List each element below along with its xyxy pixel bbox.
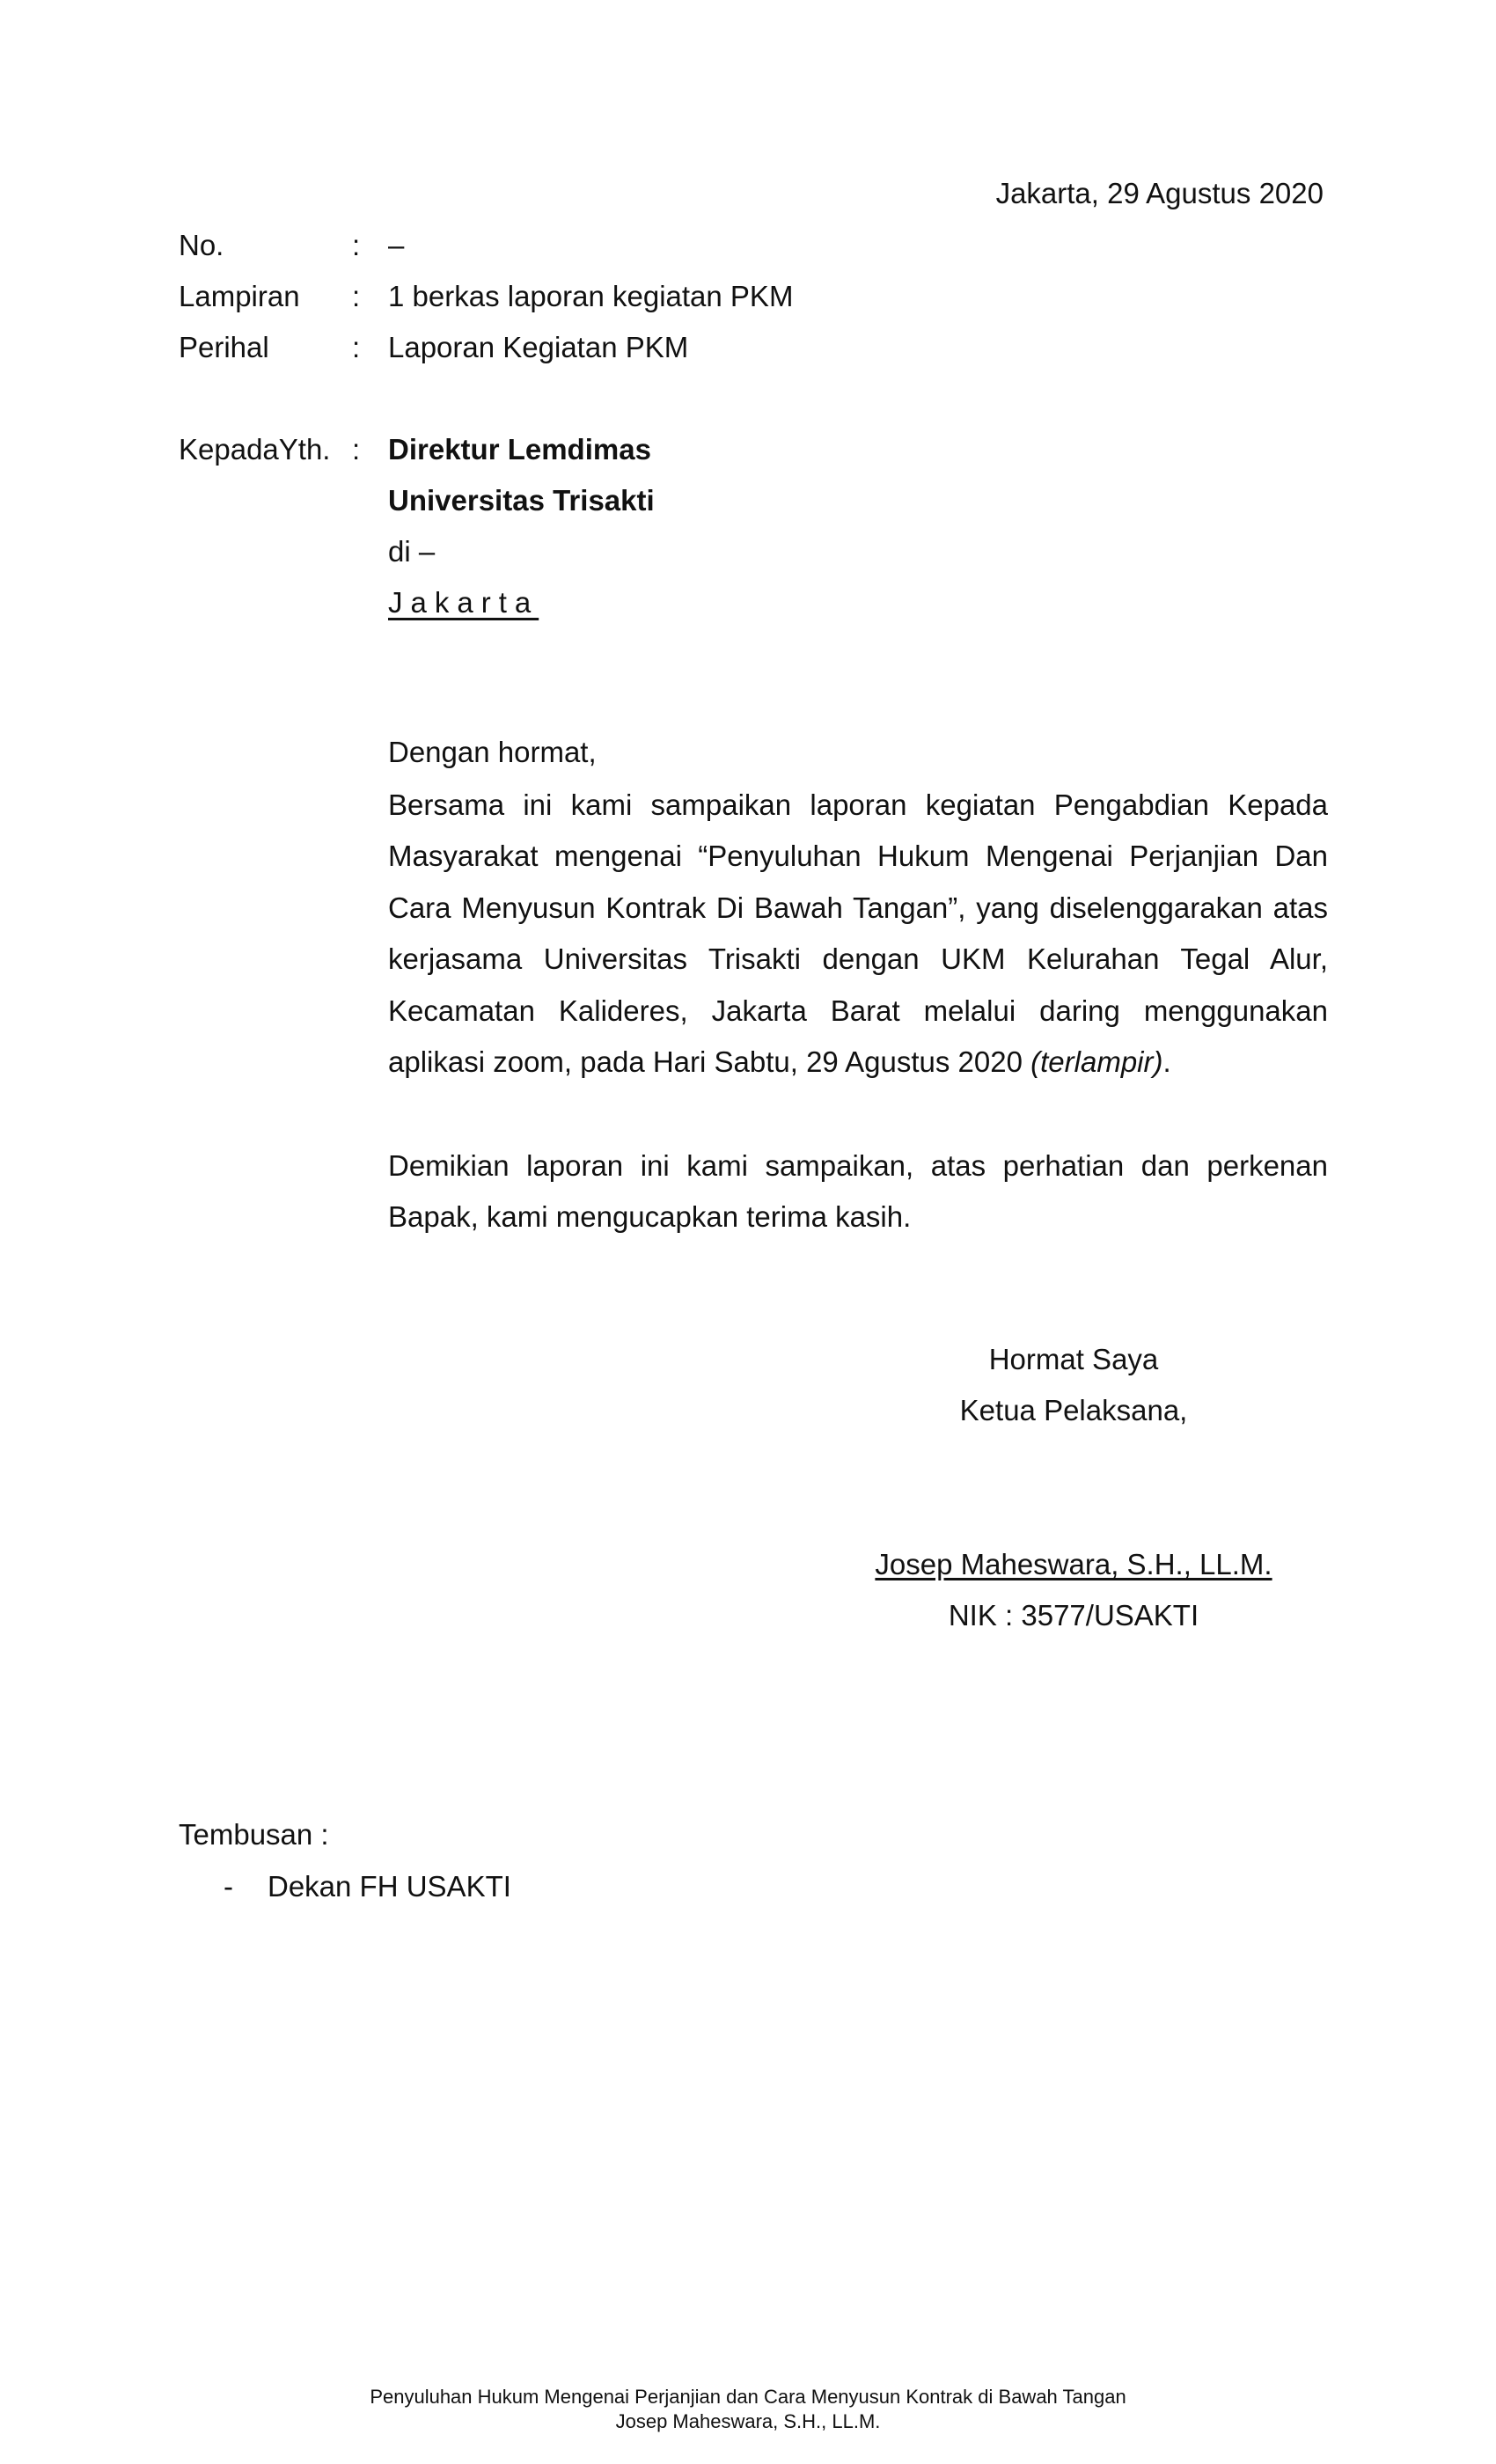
recipient-di: di – bbox=[388, 535, 436, 568]
body-paragraph-1 bbox=[388, 780, 1328, 1088]
meta-lampiran-label: Lampiran bbox=[179, 280, 300, 312]
paragraph-1-end: . bbox=[1162, 1045, 1171, 1079]
signatory-name: Josep Maheswara, S.H., LL.M. bbox=[875, 1548, 1272, 1580]
meta-lampiran-colon: : bbox=[352, 280, 361, 312]
meta-no-value: – bbox=[388, 229, 405, 261]
footer-author: Josep Maheswara, S.H., LL.M. bbox=[615, 2410, 881, 2432]
meta-no-label: No. bbox=[179, 229, 224, 261]
meta-lampiran-value: 1 berkas laporan kegiatan PKM bbox=[388, 280, 794, 312]
recipient-city: Jakarta bbox=[388, 586, 539, 619]
recipient-name: Direktur Lemdimas bbox=[388, 433, 651, 466]
body-paragraph-2 bbox=[388, 1140, 1328, 1243]
paragraph-2-text: Demikian laporan ini kami sampaikan, atas perhatian dan perkenan Bapak, kami mengucapkan terima kasih. bbox=[388, 1149, 1328, 1234]
recipient-colon: : bbox=[352, 433, 361, 466]
footer-title: Penyuluhan Hukum Mengenai Perjanjian dan Cara Menyusun Kontrak di Bawah Tangan bbox=[370, 2386, 1126, 2408]
recipient-institution: Universitas Trisakti bbox=[388, 484, 655, 517]
cc-bullet: - bbox=[224, 1870, 233, 1903]
salutation: Dengan hormat, bbox=[388, 736, 597, 768]
cc-label: Tembusan : bbox=[179, 1818, 329, 1851]
recipient-label: KepadaYth. bbox=[179, 433, 331, 466]
cc-item: Dekan FH USAKTI bbox=[268, 1870, 511, 1903]
closing-role: Ketua Pelaksana, bbox=[959, 1394, 1188, 1426]
signatory-nik: NIK : 3577/USAKTI bbox=[948, 1599, 1199, 1632]
paragraph-1-italic: (terlampir) bbox=[1030, 1045, 1163, 1079]
closing-greeting: Hormat Saya bbox=[988, 1343, 1159, 1375]
paragraph-1-text: Bersama ini kami sampaikan laporan kegiatan Pengabdian Kepada Masyarakat mengenai “Penyuluhan Hukum Mengenai Perjanjian Dan Cara Menyusun Kontrak Di Bawah Tangan”, yang diselenggarakan atas kerjasama Universitas Trisakti dengan UKM Kelurahan Tegal Alur, Kecamatan Kalideres, Jakarta Barat melalui daring menggunakan aplikasi zoom, pada Hari Sabtu, 29 Agustus 2020 bbox=[388, 788, 1328, 1079]
meta-perihal-value: Laporan Kegiatan PKM bbox=[388, 331, 689, 363]
letter-date: Jakarta, 29 Agustus 2020 bbox=[995, 177, 1324, 209]
meta-no-colon: : bbox=[352, 229, 361, 261]
meta-perihal-colon: : bbox=[352, 331, 361, 363]
meta-perihal-label: Perihal bbox=[179, 331, 269, 363]
